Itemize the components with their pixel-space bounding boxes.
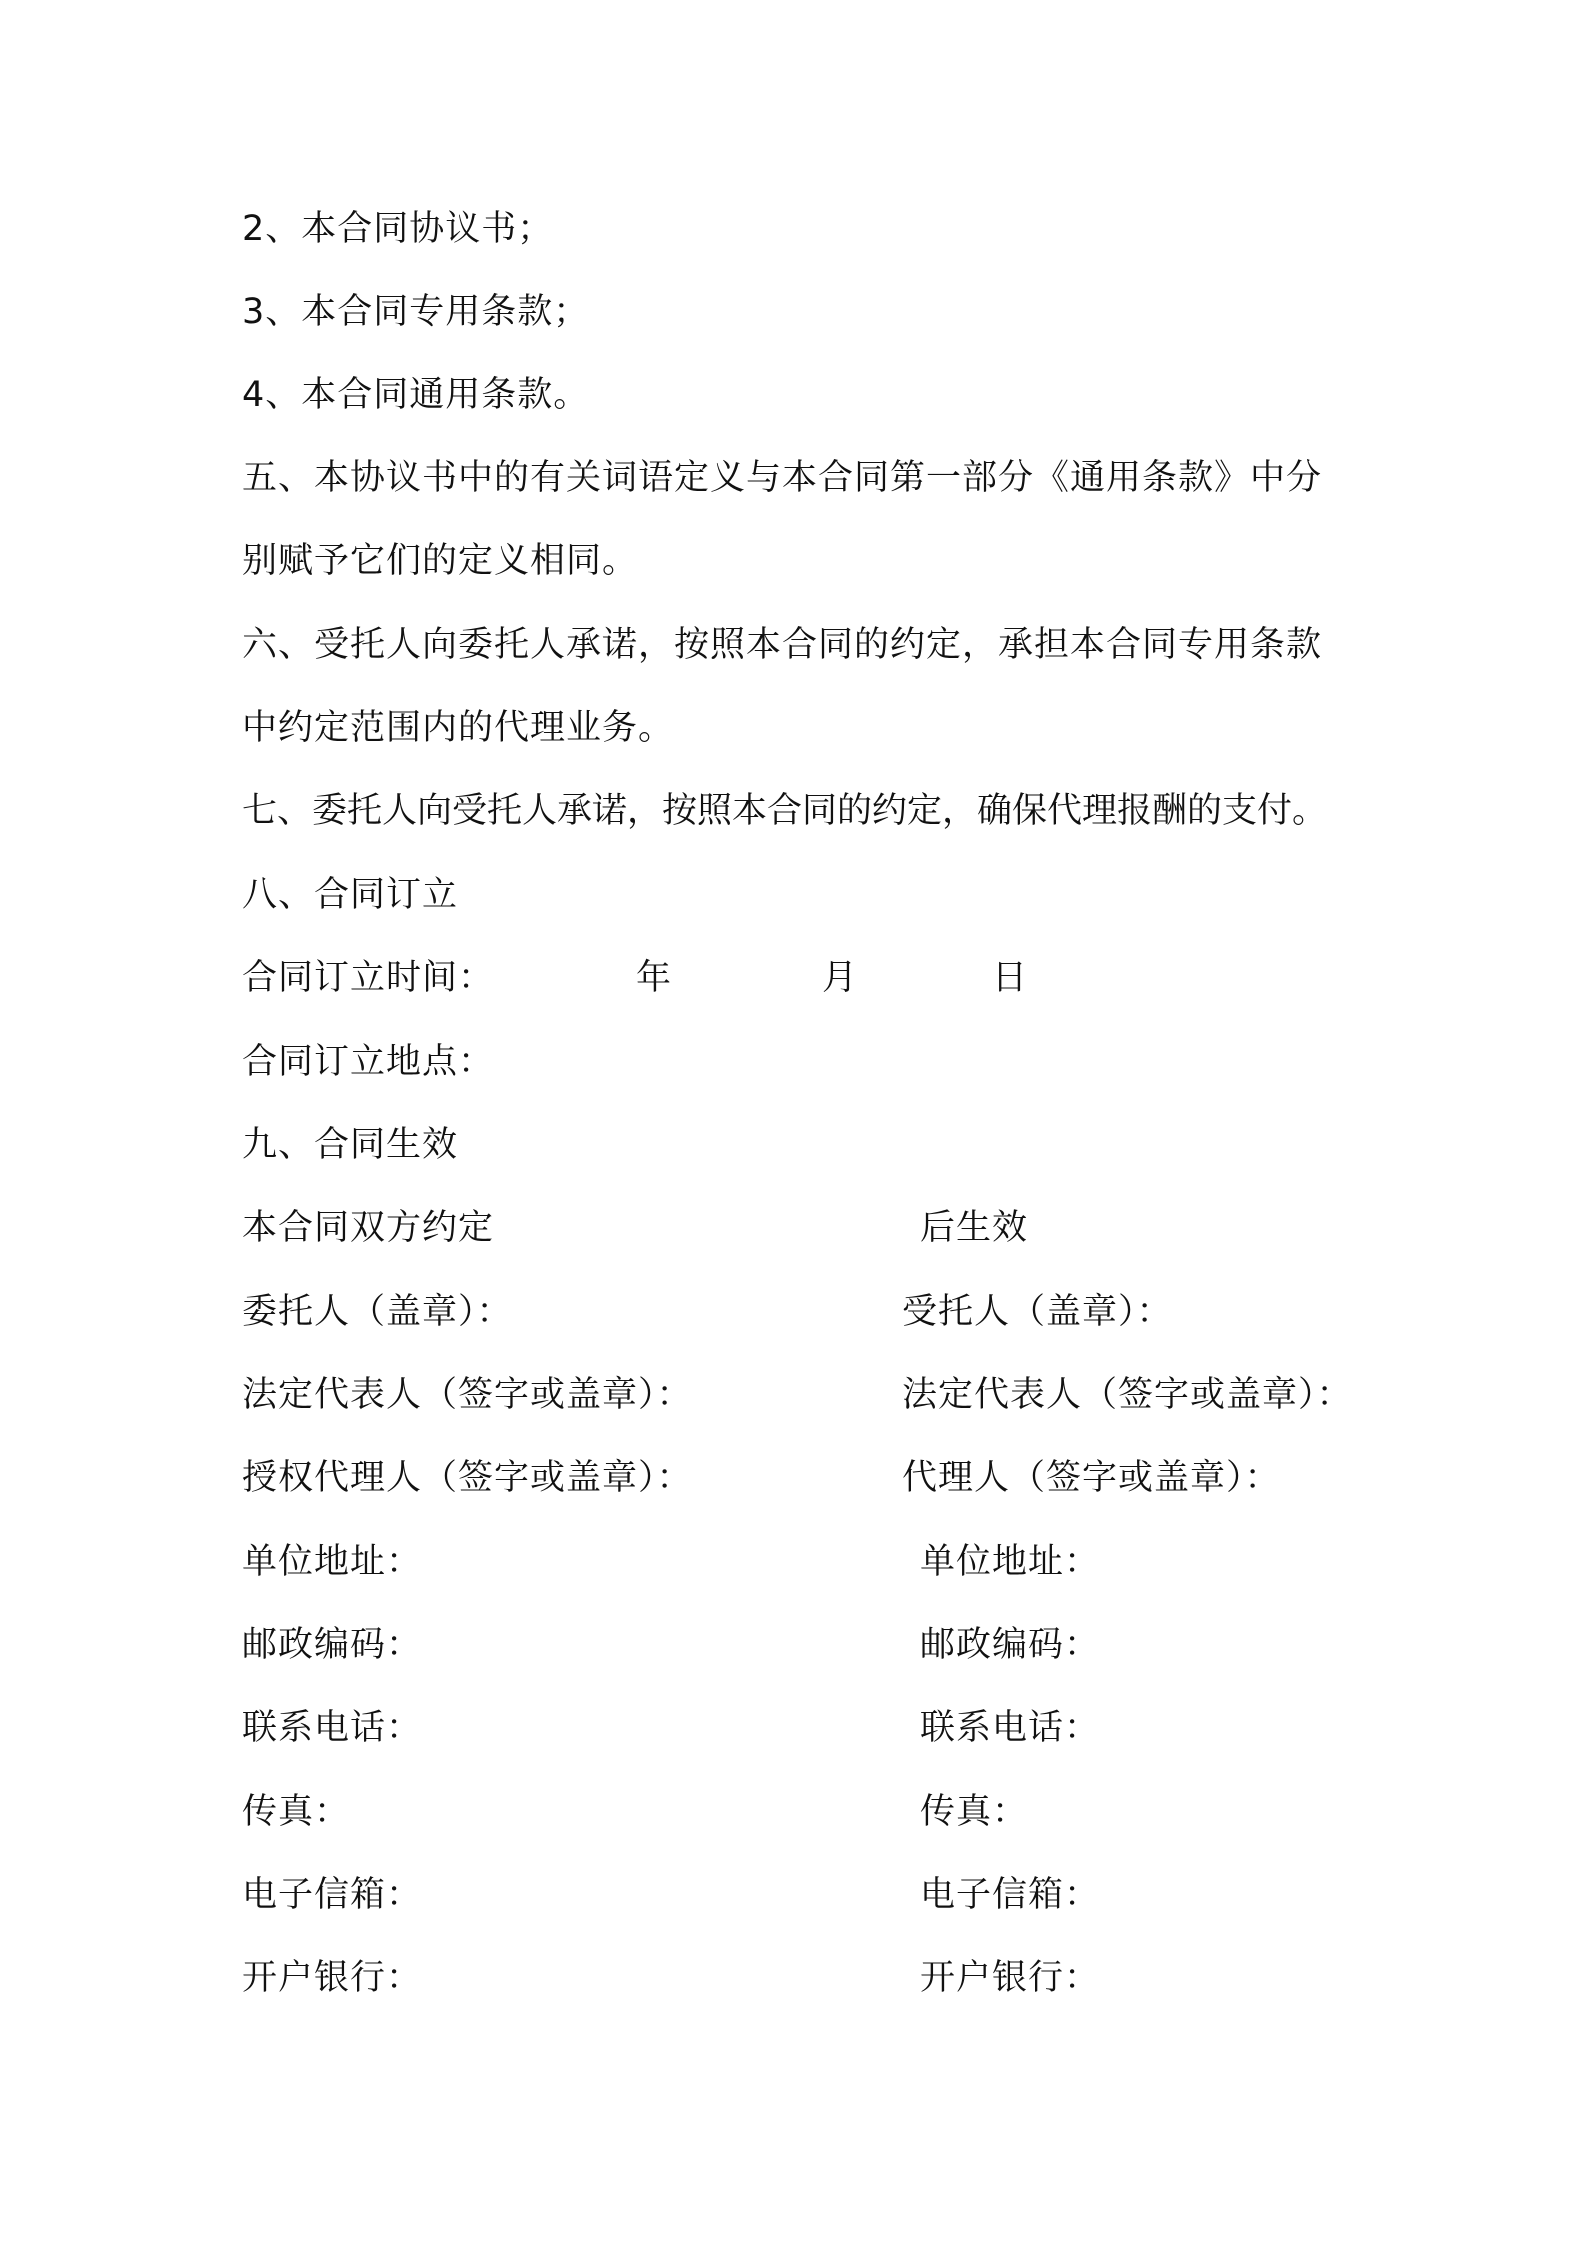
signing-place-label: 合同订立地点： <box>242 1042 495 1082</box>
trustee-bank-label: 开户银行： <box>920 1958 1101 1998</box>
clause-7: 七、委托人向受托人承诺，按照本合同的约定，确保代理报酬的支付。 <box>242 791 1328 831</box>
clause-6-line-2: 中约定范围内的代理业务。 <box>242 708 675 748</box>
trustee-email-label: 电子信箱： <box>920 1875 1101 1915</box>
trustee-legal-rep-label: 法定代表人（签字或盖章）： <box>902 1375 1353 1415</box>
principal-fax-label: 传真： <box>242 1792 351 1832</box>
trustee-fax-label: 传真： <box>920 1792 1029 1832</box>
principal-legal-rep-label: 法定代表人（签字或盖章）： <box>242 1375 693 1415</box>
clause-5-line-2: 别赋予它们的定义相同。 <box>242 541 639 581</box>
principal-seal-label: 委托人（盖章）： <box>242 1292 513 1332</box>
signing-day: 日 <box>992 958 1029 998</box>
principal-bank-label: 开户银行： <box>242 1958 423 1998</box>
principal-address-label: 单位地址： <box>242 1542 423 1582</box>
signing-month: 月 <box>822 958 859 998</box>
principal-phone-label: 联系电话： <box>242 1708 423 1748</box>
clause-9-heading: 九、合同生效 <box>242 1125 459 1165</box>
principal-authorized-agent-label: 授权代理人（签字或盖章）： <box>242 1458 693 1498</box>
clause-5-line-1: 五、本协议书中的有关词语定义与本合同第一部分《通用条款》中分 <box>242 458 1323 498</box>
trustee-address-label: 单位地址： <box>920 1542 1101 1582</box>
trustee-postcode-label: 邮政编码： <box>920 1625 1101 1665</box>
list-item: 3、本合同专用条款； <box>242 292 590 332</box>
list-item: 4、本合同通用条款。 <box>242 375 590 415</box>
principal-email-label: 电子信箱： <box>242 1875 423 1915</box>
trustee-agent-label: 代理人（签字或盖章）： <box>902 1458 1281 1498</box>
signing-year: 年 <box>636 958 673 998</box>
principal-postcode-label: 邮政编码： <box>242 1625 423 1665</box>
clause-8-heading: 八、合同订立 <box>242 875 459 915</box>
trustee-seal-label: 受托人（盖章）： <box>902 1292 1173 1332</box>
effect-text-left: 本合同双方约定 <box>242 1208 495 1248</box>
trustee-phone-label: 联系电话： <box>920 1708 1101 1748</box>
list-item: 2、本合同协议书； <box>242 209 554 249</box>
effect-text-right: 后生效 <box>920 1208 1029 1248</box>
signing-time-label: 合同订立时间： <box>242 958 495 998</box>
clause-6-line-1: 六、受托人向委托人承诺，按照本合同的约定，承担本合同专用条款 <box>242 625 1323 665</box>
